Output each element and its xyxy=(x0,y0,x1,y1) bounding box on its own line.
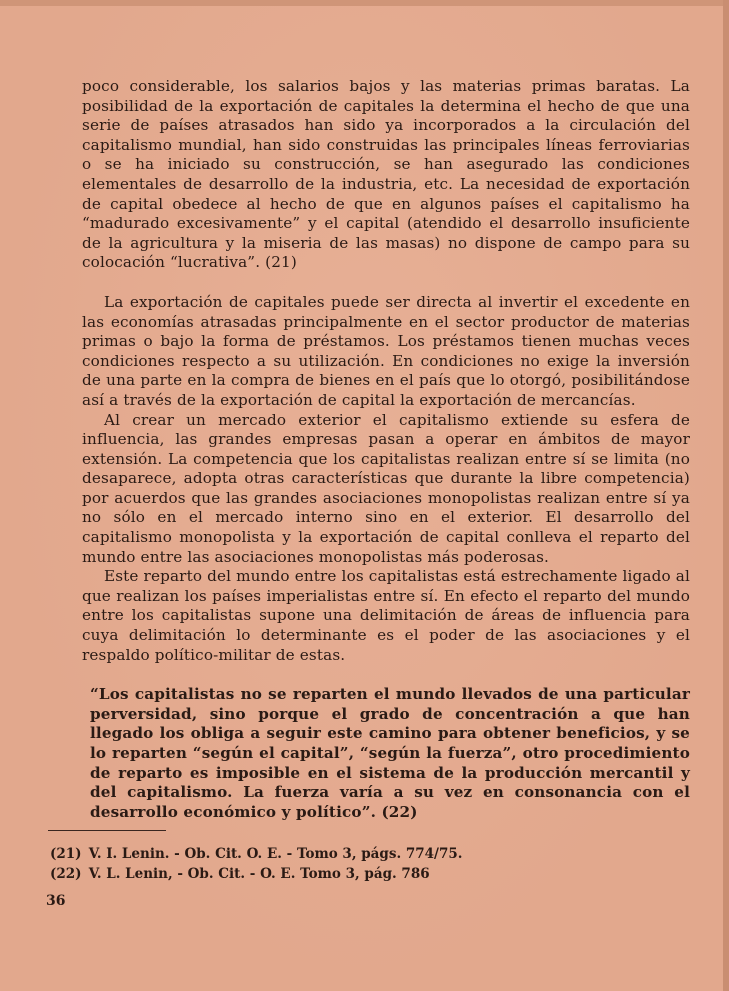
page-edge-right xyxy=(723,0,729,991)
page-edge-top xyxy=(0,0,729,6)
footnote-number: (21) xyxy=(50,846,82,862)
footnote-text: V. L. Lenin, - Ob. Cit. - O. E. Tomo 3, pág. 786 xyxy=(88,866,430,882)
footnote-number: (22) xyxy=(50,866,82,882)
footnote-divider xyxy=(48,830,166,831)
body-text xyxy=(82,77,690,822)
page-number: 36 xyxy=(46,893,66,909)
paragraph-4: Este reparto del mundo entre los capitalistas está estrechamente ligado al que realizan los países imperialistas entre sí. En efecto el reparto del mundo entre los capitalistas supone una delimitación de áreas de influencia para cuya delimitación lo determinante es el poder de las asociaciones y el respaldo político-militar de estas. xyxy=(82,567,690,664)
footnote-text: V. I. Lenin. - Ob. Cit. O. E. - Tomo 3, págs. 774/75. xyxy=(88,846,463,862)
footnote-22 xyxy=(50,864,650,884)
paragraph-1: poco considerable, los salarios bajos y las materias primas baratas. La posibilidad de la exportación de capitales la determina el hecho de que una serie de países atrasados han sido ya incorporados a la circulación del capitalismo mundial, han sido construidas las principales líneas ferroviarias o se ha iniciado su construcción, se han asegurado las condiciones elementales de desarrollo de la industria, etc. La necesidad de exportación de capital obedece al hecho de que en algunos países el capitalismo ha “madurado excesivamente” y el capital (atendido el desarrollo insuficiente de la agricultura y la miseria de las masas) no dispone de campo para su colocación “lucrativa”. (21) xyxy=(82,77,690,272)
paragraph-3: Al crear un mercado exterior el capitalismo extiende su esfera de influencia, las grandes empresas pasan a operar en ámbitos de mayor extensión. La competencia que los capitalistas realizan entre sí se limita (no desaparece, adopta otras características que durante la libre competencia) por acuerdos que las grandes asociaciones monopolistas realizan entre sí ya no sólo en el mercado interno sino en el exterior. El desarrollo del capitalismo monopolista y la exportación de capital conlleva el reparto del mundo entre las asociaciones monopolistas más poderosas. xyxy=(82,410,690,566)
block-quote: “Los capitalistas no se reparten el mundo llevados de una particular perversidad, sino porque el grado de concentración a que han llegado los obliga a seguir este camino para obtener beneficios, y se lo reparten “según el capital”, “según la fuerza”, otro procedimiento de reparto es imposible en el sistema de la producción mercantil y del capitalismo. La fuerza varía a su vez en consonancia con el desarrollo económico y político”. (22) xyxy=(90,685,690,821)
paragraph-2: La exportación de capitales puede ser directa al invertir el excedente en las economías atrasadas principalmente en el sector productor de materias primas o bajo la forma de préstamos. Los préstamos tienen muchas veces condiciones respecto a su utilización. En condiciones no exige la inversión de una parte en la compra de bienes en el país que lo otorgó, posibilitándose así a través de la exportación de capital la exportación de mercancías. xyxy=(82,292,690,409)
footnote-21 xyxy=(50,844,650,864)
footnotes xyxy=(50,844,650,884)
